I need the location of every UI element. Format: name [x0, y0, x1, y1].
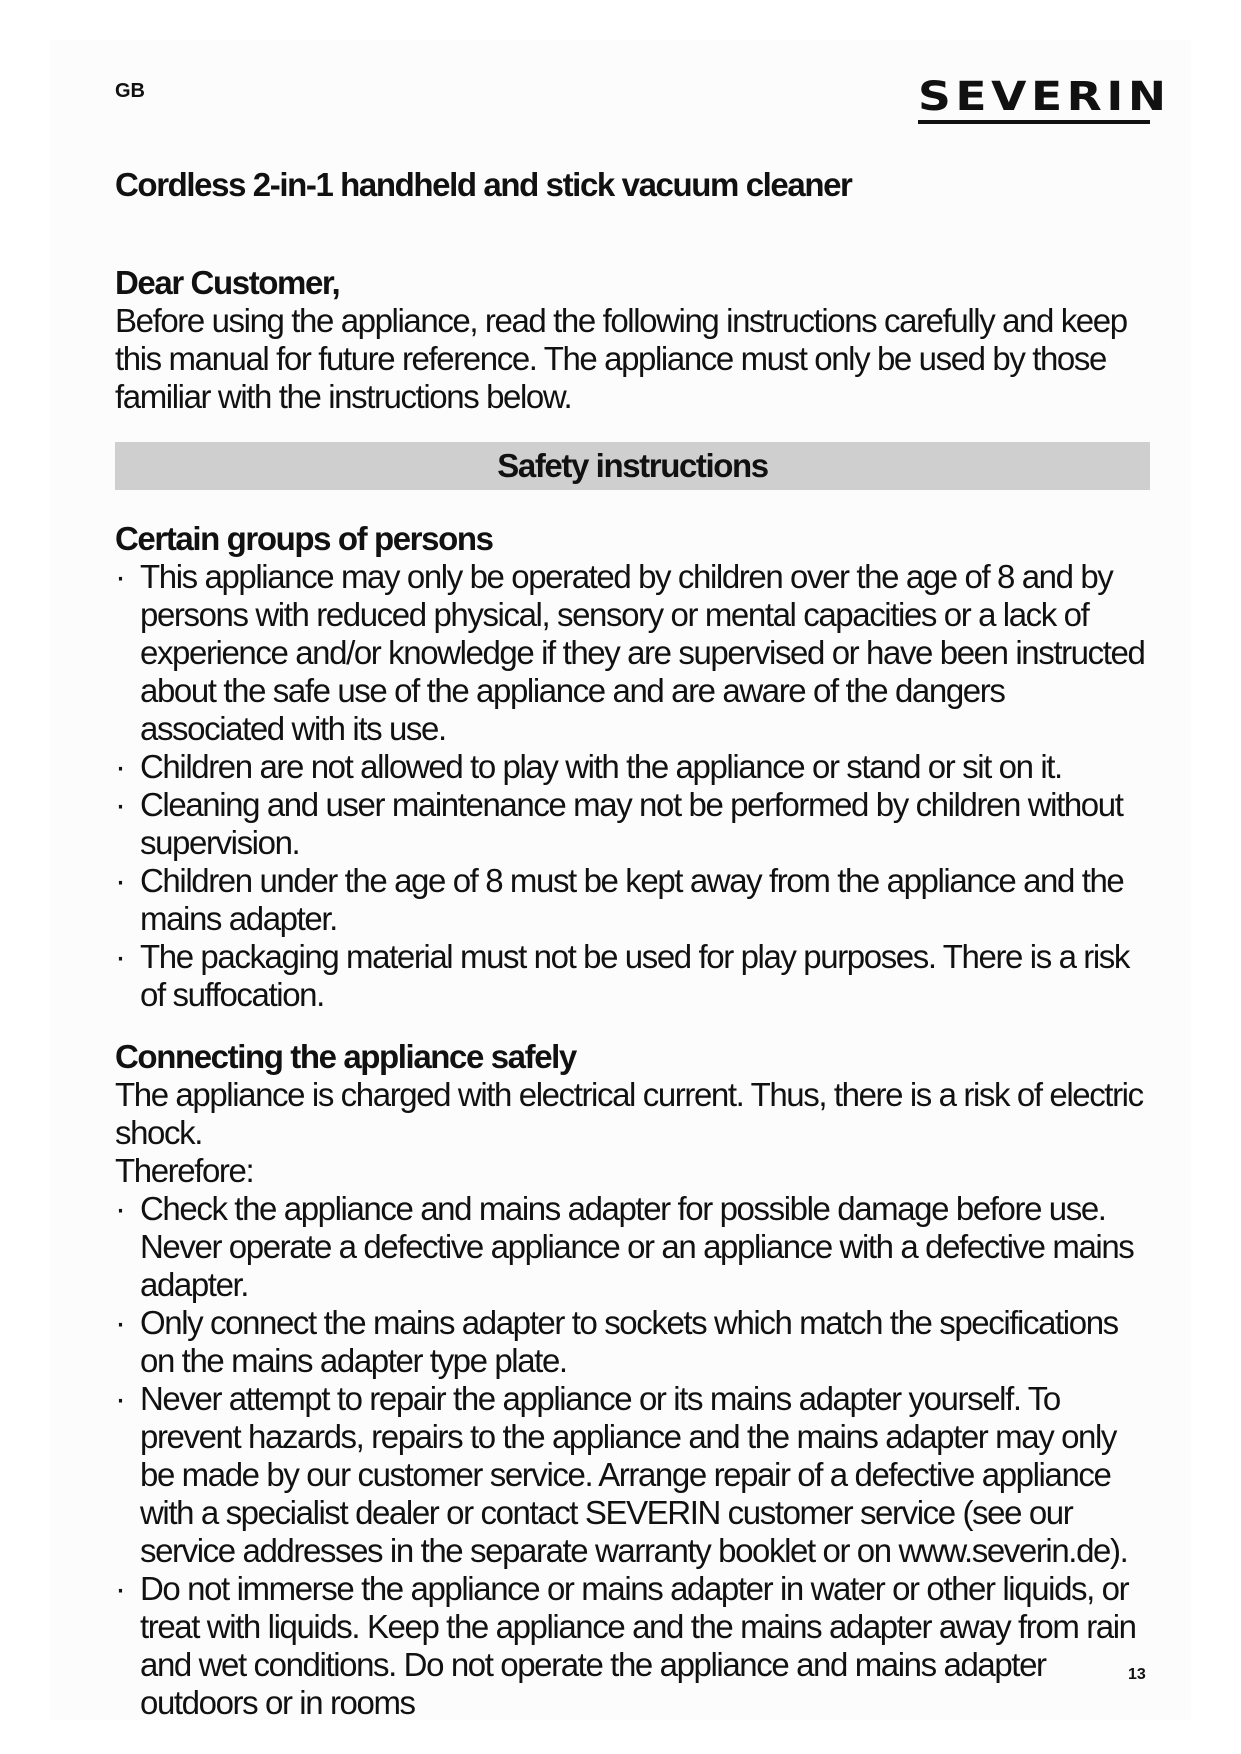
bullet-symbol: ·	[115, 1190, 125, 1227]
list-item	[115, 862, 1150, 938]
list-item	[115, 1380, 1150, 1570]
bullet-symbol: ·	[115, 558, 125, 595]
intro-paragraph: Before using the appliance, read the following instructions carefully and keep this manual for future reference. The appliance must only be used by those familiar with the instructions below.	[115, 302, 1127, 415]
document-body	[115, 166, 1150, 1722]
list-item-text: Cleaning and user maintenance may not be performed by children without supervision.	[140, 786, 1123, 861]
page-number: 13	[1128, 1666, 1146, 1683]
bullet-symbol: ·	[115, 786, 125, 823]
list-item	[115, 786, 1150, 862]
section-heading-certain-groups: Certain groups of persons	[115, 520, 493, 557]
list-item-text: Only connect the mains adapter to sockets which match the specifications on the mains adapter type plate.	[140, 1304, 1118, 1379]
section-paragraph: The appliance is charged with electrical current. Thus, there is a risk of electric shock.	[115, 1076, 1143, 1151]
bullet-symbol: ·	[115, 748, 125, 785]
list-item-text: Check the appliance and mains adapter for possible damage before use. Never operate a defective appliance or an appliance with a defective mains adapter.	[140, 1190, 1134, 1303]
section-heading-connecting-safely: Connecting the appliance safely	[115, 1038, 576, 1075]
list-item	[115, 1570, 1150, 1722]
list-item-text: Children are not allowed to play with the appliance or stand or sit on it.	[140, 748, 1062, 785]
safety-instructions-banner: Safety instructions	[115, 442, 1150, 490]
list-item	[115, 1190, 1150, 1304]
section-paragraph-therefore: Therefore:	[115, 1152, 254, 1189]
list-item-text: Children under the age of 8 must be kept away from the appliance and the mains adapter.	[140, 862, 1124, 937]
list-item	[115, 938, 1150, 1014]
bullet-symbol: ·	[115, 1570, 125, 1607]
list-item	[115, 558, 1150, 748]
list-item-text: Do not immerse the appliance or mains adapter in water or other liquids, or treat with liquids. Keep the appliance and the mains adapter away from rain and wet conditions. Do not operate the appliance and mains adapter outdoors or in rooms	[140, 1570, 1136, 1721]
greeting: Dear Customer,	[115, 264, 340, 301]
list-item-text: This appliance may only be operated by children over the age of 8 and by persons with reduced physical, sensory or mental capacities or a lack of experience and/or knowledge if they are supervised or have been instructed about the safe use of the appliance and are aware of the dangers associated with its use.	[140, 558, 1145, 747]
bullet-list-certain-groups	[115, 558, 1150, 1014]
list-item	[115, 748, 1150, 786]
list-item-text: The packaging material must not be used for play purposes. There is a risk of suffocation.	[140, 938, 1130, 1013]
bullet-symbol: ·	[115, 1380, 125, 1417]
bullet-list-connecting-safely	[115, 1190, 1150, 1722]
document-title: Cordless 2-in-1 handheld and stick vacuum cleaner	[115, 166, 852, 203]
bullet-symbol: ·	[115, 938, 125, 975]
list-item-text: Never attempt to repair the appliance or its mains adapter yourself. To prevent hazards, repairs to the appliance and the mains adapter may only be made by our customer service. Arrange repair of a defective appliance with a specialist dealer or contact SEVERIN customer service (see our service addresses in the separate warranty booklet or on www.severin.de).	[140, 1380, 1128, 1569]
list-item	[115, 1304, 1150, 1380]
brand-logo-underline	[918, 120, 1150, 124]
bullet-symbol: ·	[115, 862, 125, 899]
brand-logo: SEVERIN	[918, 74, 1171, 120]
language-code: GB	[115, 80, 145, 102]
bullet-symbol: ·	[115, 1304, 125, 1341]
